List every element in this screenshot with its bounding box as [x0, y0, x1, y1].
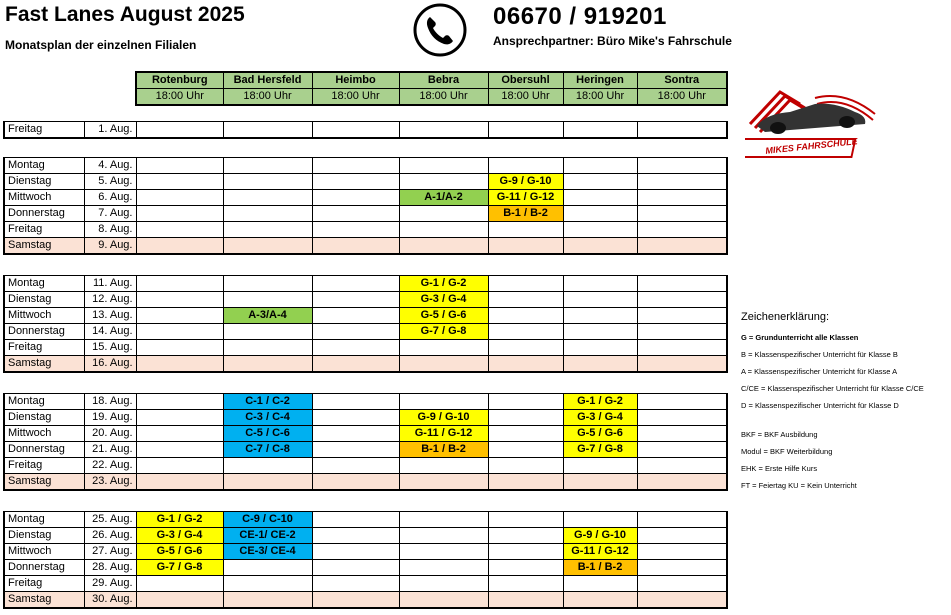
day-row [4, 222, 727, 238]
schedule-cell [637, 222, 727, 238]
schedule-cell [312, 174, 399, 190]
schedule-cell [312, 324, 399, 340]
weekday: Freitag [4, 340, 84, 356]
schedule-cell [637, 356, 727, 373]
schedule-cell [637, 190, 727, 206]
schedule-cell [312, 560, 399, 576]
page-title: Fast Lanes August 2025 [5, 3, 245, 26]
week-table [3, 511, 728, 609]
branch-name: Rotenburg [136, 72, 223, 89]
schedule-cell [637, 340, 727, 356]
branch-header [135, 71, 728, 106]
day-row [4, 174, 727, 190]
schedule-cell [399, 238, 488, 255]
schedule-cell [136, 158, 223, 174]
schedule-cell: G-9 / G-10 [399, 410, 488, 426]
schedule-cell: A-1/A-2 [399, 190, 488, 206]
weekday: Samstag [4, 592, 84, 609]
schedule-cell [563, 474, 637, 491]
schedule-cell: A-3/A-4 [223, 308, 312, 324]
schedule-cell [312, 544, 399, 560]
weekday: Freitag [4, 576, 84, 592]
weekday: Freitag [4, 222, 84, 238]
schedule-cell [637, 308, 727, 324]
schedule-cell [223, 340, 312, 356]
schedule-cell [223, 292, 312, 308]
date: 26. Aug. [84, 528, 136, 544]
date: 14. Aug. [84, 324, 136, 340]
date: 20. Aug. [84, 426, 136, 442]
phone-icon [413, 3, 467, 57]
branch-name: Obersuhl [488, 72, 563, 89]
schedule-cell [488, 222, 563, 238]
date: 28. Aug. [84, 560, 136, 576]
schedule-cell [136, 410, 223, 426]
weekday: Montag [4, 512, 84, 528]
branch-name: Heimbo [312, 72, 399, 89]
schedule-cell [637, 528, 727, 544]
schedule-cell [399, 474, 488, 491]
branch-time: 18:00 Uhr [312, 89, 399, 106]
legend-item: BKF = BKF Ausbildung [741, 430, 818, 439]
schedule-cell [563, 340, 637, 356]
schedule-cell [488, 474, 563, 491]
schedule-cell: C-3 / C-4 [223, 410, 312, 426]
schedule-cell: G-11 / G-12 [488, 190, 563, 206]
schedule-cell [136, 442, 223, 458]
schedule-cell [563, 158, 637, 174]
schedule-cell [136, 592, 223, 609]
schedule-cell [488, 308, 563, 324]
schedule-cell [312, 442, 399, 458]
schedule-cell [312, 592, 399, 609]
schedule-cell [312, 528, 399, 544]
schedule-cell [223, 474, 312, 491]
legend-item: G = Grundunterricht alle Klassen [741, 333, 859, 342]
schedule-cell [223, 158, 312, 174]
schedule-cell [399, 206, 488, 222]
schedule-cell [312, 308, 399, 324]
schedule-cell: G-7 / G-8 [136, 560, 223, 576]
schedule-cell: G-11 / G-12 [563, 544, 637, 560]
schedule-cell [399, 592, 488, 609]
schedule-cell [637, 410, 727, 426]
schedule-cell [136, 174, 223, 190]
schedule-cell [488, 292, 563, 308]
schedule-cell [563, 324, 637, 340]
date: 21. Aug. [84, 442, 136, 458]
schedule-cell [488, 426, 563, 442]
schedule-cell: G-5 / G-6 [136, 544, 223, 560]
schedule-cell: G-3 / G-4 [399, 292, 488, 308]
schedule-cell [399, 512, 488, 528]
schedule-cell: G-3 / G-4 [136, 528, 223, 544]
schedule-cell [312, 474, 399, 491]
weekday: Mittwoch [4, 190, 84, 206]
schedule-cell [312, 576, 399, 592]
schedule-cell [488, 560, 563, 576]
schedule-cell [223, 206, 312, 222]
weekday: Samstag [4, 474, 84, 491]
weekday: Montag [4, 158, 84, 174]
week-table [3, 393, 728, 491]
branch-time: 18:00 Uhr [637, 89, 727, 106]
date: 18. Aug. [84, 394, 136, 410]
schedule-cell [223, 174, 312, 190]
schedule-cell [399, 544, 488, 560]
day-row [4, 426, 727, 442]
branch-name: Bad Hersfeld [223, 72, 312, 89]
schedule-cell [488, 544, 563, 560]
schedule-cell [488, 238, 563, 255]
schedule-cell [563, 576, 637, 592]
schedule-cell [637, 560, 727, 576]
day-row [4, 238, 727, 255]
legend-item: A = Klassenspezifischer Unterricht für Klasse A [741, 367, 898, 376]
week-table [3, 121, 728, 139]
day-row [4, 206, 727, 222]
schedule-cell [488, 276, 563, 292]
weekday: Dienstag [4, 528, 84, 544]
schedule-cell: G-7 / G-8 [399, 324, 488, 340]
schedule-cell: C-5 / C-6 [223, 426, 312, 442]
day-row [4, 474, 727, 491]
day-row [4, 190, 727, 206]
weekday: Dienstag [4, 410, 84, 426]
schedule-cell: C-1 / C-2 [223, 394, 312, 410]
day-row [4, 442, 727, 458]
legend-item: FT = Feiertag KU = Kein Unterricht [741, 481, 857, 490]
schedule-cell [399, 394, 488, 410]
branch-name: Heringen [563, 72, 637, 89]
schedule-cell [563, 276, 637, 292]
schedule-cell [563, 206, 637, 222]
day-row [4, 592, 727, 609]
weekday: Donnerstag [4, 560, 84, 576]
schedule-cell: G-1 / G-2 [136, 512, 223, 528]
schedule-cell [488, 340, 563, 356]
schedule-cell [312, 206, 399, 222]
weekday: Freitag [4, 458, 84, 474]
schedule-cell [223, 592, 312, 609]
schedule-cell [488, 442, 563, 458]
schedule-cell [223, 276, 312, 292]
schedule-cell [563, 458, 637, 474]
date: 29. Aug. [84, 576, 136, 592]
schedule-cell [223, 222, 312, 238]
date: 19. Aug. [84, 410, 136, 426]
schedule-cell [136, 474, 223, 491]
schedule-cell [488, 458, 563, 474]
logo-text: MIKES FAHRSCHULE [764, 136, 859, 156]
schedule-cell [563, 174, 637, 190]
schedule-cell [399, 560, 488, 576]
day-row [4, 308, 727, 324]
schedule-cell [637, 592, 727, 609]
schedule-cell [312, 340, 399, 356]
schedule-cell: G-5 / G-6 [399, 308, 488, 324]
date: 4. Aug. [84, 158, 136, 174]
day-row [4, 394, 727, 410]
day-row [4, 544, 727, 560]
schedule-cell [312, 222, 399, 238]
day-row [4, 410, 727, 426]
schedule-cell [312, 292, 399, 308]
date: 9. Aug. [84, 238, 136, 255]
day-row [4, 356, 727, 373]
weekday: Samstag [4, 238, 84, 255]
schedule-cell: G-9 / G-10 [488, 174, 563, 190]
day-row [4, 340, 727, 356]
schedule-cell [312, 410, 399, 426]
schedule-cell [312, 426, 399, 442]
schedule-cell [637, 474, 727, 491]
schedule-cell [488, 592, 563, 609]
schedule-cell [312, 356, 399, 373]
schedule-cell [488, 528, 563, 544]
legend-title: Zeichenerklärung: [741, 311, 830, 323]
schedule-cell [136, 426, 223, 442]
legend-item: Modul = BKF Weiterbildung [741, 447, 833, 456]
weekday: Mittwoch [4, 426, 84, 442]
schedule-cell [136, 222, 223, 238]
schedule-cell: C-9 / C-10 [223, 512, 312, 528]
schedule-cell [399, 576, 488, 592]
schedule-cell [488, 394, 563, 410]
date: 8. Aug. [84, 222, 136, 238]
schedule-cell: G-5 / G-6 [563, 426, 637, 442]
schedule-cell [136, 394, 223, 410]
schedule-cell [563, 512, 637, 528]
date: 1. Aug. [84, 122, 136, 139]
day-row [4, 276, 727, 292]
weekday: Montag [4, 276, 84, 292]
schedule-cell [136, 190, 223, 206]
schedule-cell [563, 222, 637, 238]
schedule-cell [399, 528, 488, 544]
contact-person: Ansprechpartner: Büro Mike's Fahrschule [493, 34, 732, 48]
legend-item: EHK = Erste Hilfe Kurs [741, 464, 818, 473]
schedule-cell: B-1 / B-2 [488, 206, 563, 222]
schedule-cell [563, 356, 637, 373]
day-row [4, 292, 727, 308]
weekday: Dienstag [4, 174, 84, 190]
date: 27. Aug. [84, 544, 136, 560]
schedule-cell [637, 324, 727, 340]
legend-item: D = Klassenspezifischer Unterricht für Klasse D [741, 401, 899, 410]
branch-name: Sontra [637, 72, 727, 89]
schedule-cell: B-1 / B-2 [563, 560, 637, 576]
schedule-cell [637, 206, 727, 222]
schedule-cell [563, 592, 637, 609]
weekday: Mittwoch [4, 308, 84, 324]
schedule-cell [136, 340, 223, 356]
schedule-cell [136, 356, 223, 373]
schedule-cell [637, 238, 727, 255]
schedule-cell: C-7 / C-8 [223, 442, 312, 458]
date: 5. Aug. [84, 174, 136, 190]
schedule-cell [223, 122, 312, 139]
weekday: Freitag [4, 122, 84, 139]
schedule-cell [136, 276, 223, 292]
weekday: Donnerstag [4, 324, 84, 340]
schedule-cell [223, 356, 312, 373]
schedule-cell [399, 340, 488, 356]
schedule-cell [563, 238, 637, 255]
weekday: Donnerstag [4, 442, 84, 458]
branch-name: Bebra [399, 72, 488, 89]
weekday: Donnerstag [4, 206, 84, 222]
schedule-cell: G-1 / G-2 [399, 276, 488, 292]
day-row [4, 560, 727, 576]
day-row [4, 158, 727, 174]
schedule-cell [637, 292, 727, 308]
schedule-cell [488, 356, 563, 373]
schedule-cell [312, 276, 399, 292]
legend-item: B = Klassenspezifischer Unterricht für Klasse B [741, 350, 898, 359]
schedule-cell [399, 458, 488, 474]
schedule-cell [637, 442, 727, 458]
schedule-cell [136, 308, 223, 324]
schedule-cell [312, 158, 399, 174]
schedule-cell: G-9 / G-10 [563, 528, 637, 544]
schedule-cell [637, 544, 727, 560]
schedule-cell [223, 324, 312, 340]
schedule-cell: B-1 / B-2 [399, 442, 488, 458]
schedule-cell [637, 158, 727, 174]
weekday: Montag [4, 394, 84, 410]
schedule-cell [488, 576, 563, 592]
schedule-cell [563, 292, 637, 308]
schedule-cell: G-1 / G-2 [563, 394, 637, 410]
day-row [4, 324, 727, 340]
schedule-cell [136, 576, 223, 592]
date: 15. Aug. [84, 340, 136, 356]
schedule-cell [223, 190, 312, 206]
schedule-cell [399, 122, 488, 139]
schedule-cell [399, 174, 488, 190]
week-table [3, 157, 728, 255]
legend-item: C/CE = Klassenspezifischer Unterricht für Klasse C/CE [741, 384, 924, 393]
day-row [4, 512, 727, 528]
schedule-cell [312, 190, 399, 206]
branch-time: 18:00 Uhr [488, 89, 563, 106]
legend [741, 311, 951, 494]
schedule-cell: G-7 / G-8 [563, 442, 637, 458]
date: 6. Aug. [84, 190, 136, 206]
schedule-cell [136, 206, 223, 222]
phone-number: 06670 / 919201 [493, 3, 667, 30]
schedule-cell: CE-3/ CE-4 [223, 544, 312, 560]
schedule-cell [488, 410, 563, 426]
weekday: Samstag [4, 356, 84, 373]
date: 11. Aug. [84, 276, 136, 292]
schedule-cell [223, 238, 312, 255]
schedule-cell [312, 122, 399, 139]
schedule-cell [312, 394, 399, 410]
week-table [3, 275, 728, 373]
schedule-cell [488, 324, 563, 340]
schedule-cell [399, 158, 488, 174]
schedule-cell [136, 324, 223, 340]
schedule-cell [637, 276, 727, 292]
date: 25. Aug. [84, 512, 136, 528]
date: 23. Aug. [84, 474, 136, 491]
date: 7. Aug. [84, 206, 136, 222]
schedule-cell [488, 122, 563, 139]
weekday: Dienstag [4, 292, 84, 308]
day-row [4, 528, 727, 544]
schedule-cell [488, 512, 563, 528]
page-subtitle: Monatsplan der einzelnen Filialen [5, 38, 197, 52]
schedule-cell [637, 512, 727, 528]
schedule-cell [488, 158, 563, 174]
branch-time: 18:00 Uhr [136, 89, 223, 106]
schedule-cell [223, 560, 312, 576]
schedule-cell [399, 222, 488, 238]
schedule-cell [136, 458, 223, 474]
schedule-cell: CE-1/ CE-2 [223, 528, 312, 544]
schedule-cell [223, 458, 312, 474]
schedule-cell [637, 576, 727, 592]
schedule-cell [637, 394, 727, 410]
weekday: Mittwoch [4, 544, 84, 560]
schedule-cell [563, 308, 637, 324]
schedule-cell [136, 238, 223, 255]
date: 16. Aug. [84, 356, 136, 373]
schedule-cell: G-3 / G-4 [563, 410, 637, 426]
schedule-cell [563, 122, 637, 139]
schedule-cell [637, 174, 727, 190]
branch-time: 18:00 Uhr [563, 89, 637, 106]
schedule-cell [312, 512, 399, 528]
date: 13. Aug. [84, 308, 136, 324]
branch-time: 18:00 Uhr [223, 89, 312, 106]
schedule-cell [637, 122, 727, 139]
schedule-cell [637, 458, 727, 474]
day-row [4, 576, 727, 592]
schedule-cell [312, 458, 399, 474]
date: 22. Aug. [84, 458, 136, 474]
date: 12. Aug. [84, 292, 136, 308]
schedule-cell [563, 190, 637, 206]
schedule-cell [312, 238, 399, 255]
day-row [4, 122, 727, 139]
date: 30. Aug. [84, 592, 136, 609]
schedule-cell [136, 122, 223, 139]
schedule-cell [637, 426, 727, 442]
schedule-cell: G-11 / G-12 [399, 426, 488, 442]
branch-time: 18:00 Uhr [399, 89, 488, 106]
schedule-cell [136, 292, 223, 308]
day-row [4, 458, 727, 474]
schedule-cell [223, 576, 312, 592]
schedule-cell [399, 356, 488, 373]
